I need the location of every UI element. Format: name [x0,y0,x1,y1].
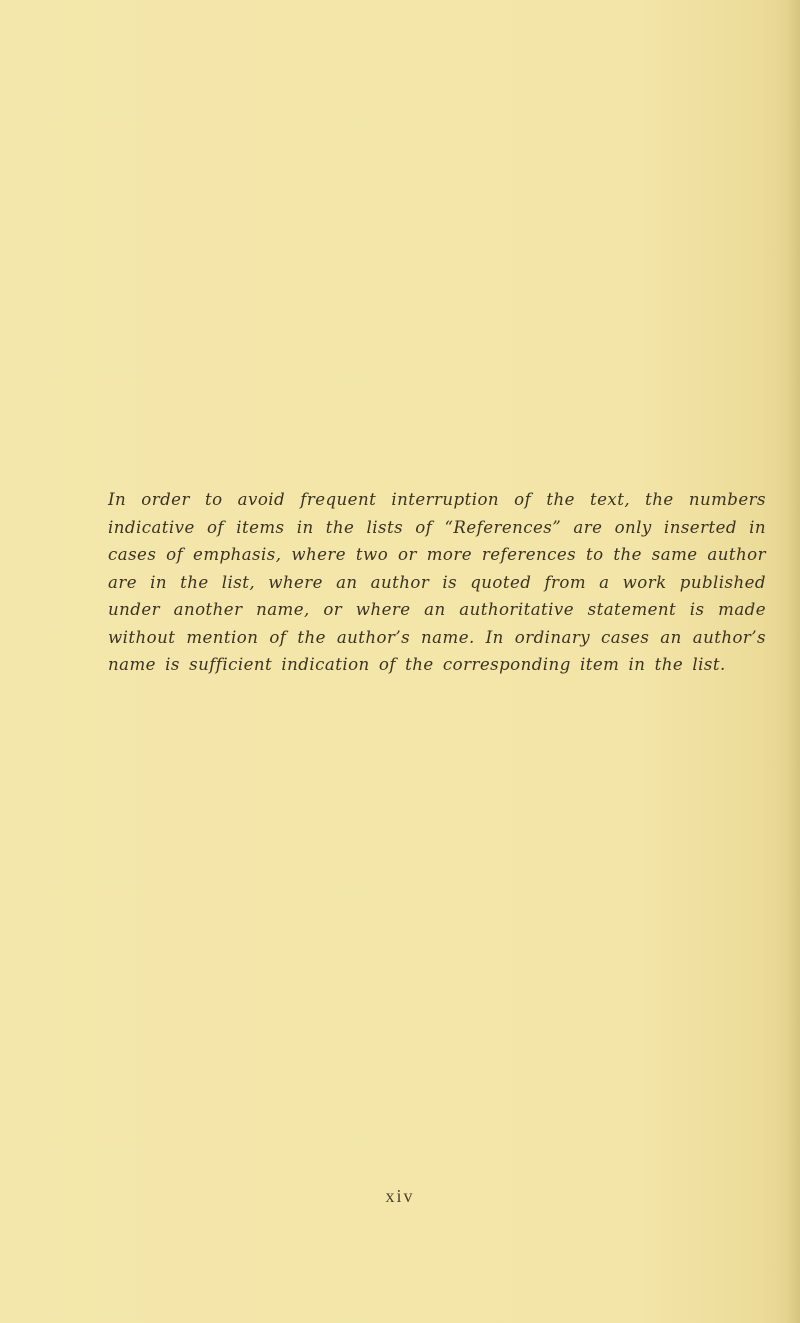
references-note-paragraph: In order to avoid frequent interruption of the text, the numbers indicative of items in the lists of “References” are only inserted in cases of emphasis, where two or more references to the same author are in the list, where an author is quoted from a work published under another name, or where an authoritative statement is made without mention of the author’s name. In ordinary cases an author’s name is sufficient indication of the corresponding item in the list. [108,490,766,674]
page-number: xiv [385,1186,415,1206]
page-edge-shadow [786,0,800,1323]
